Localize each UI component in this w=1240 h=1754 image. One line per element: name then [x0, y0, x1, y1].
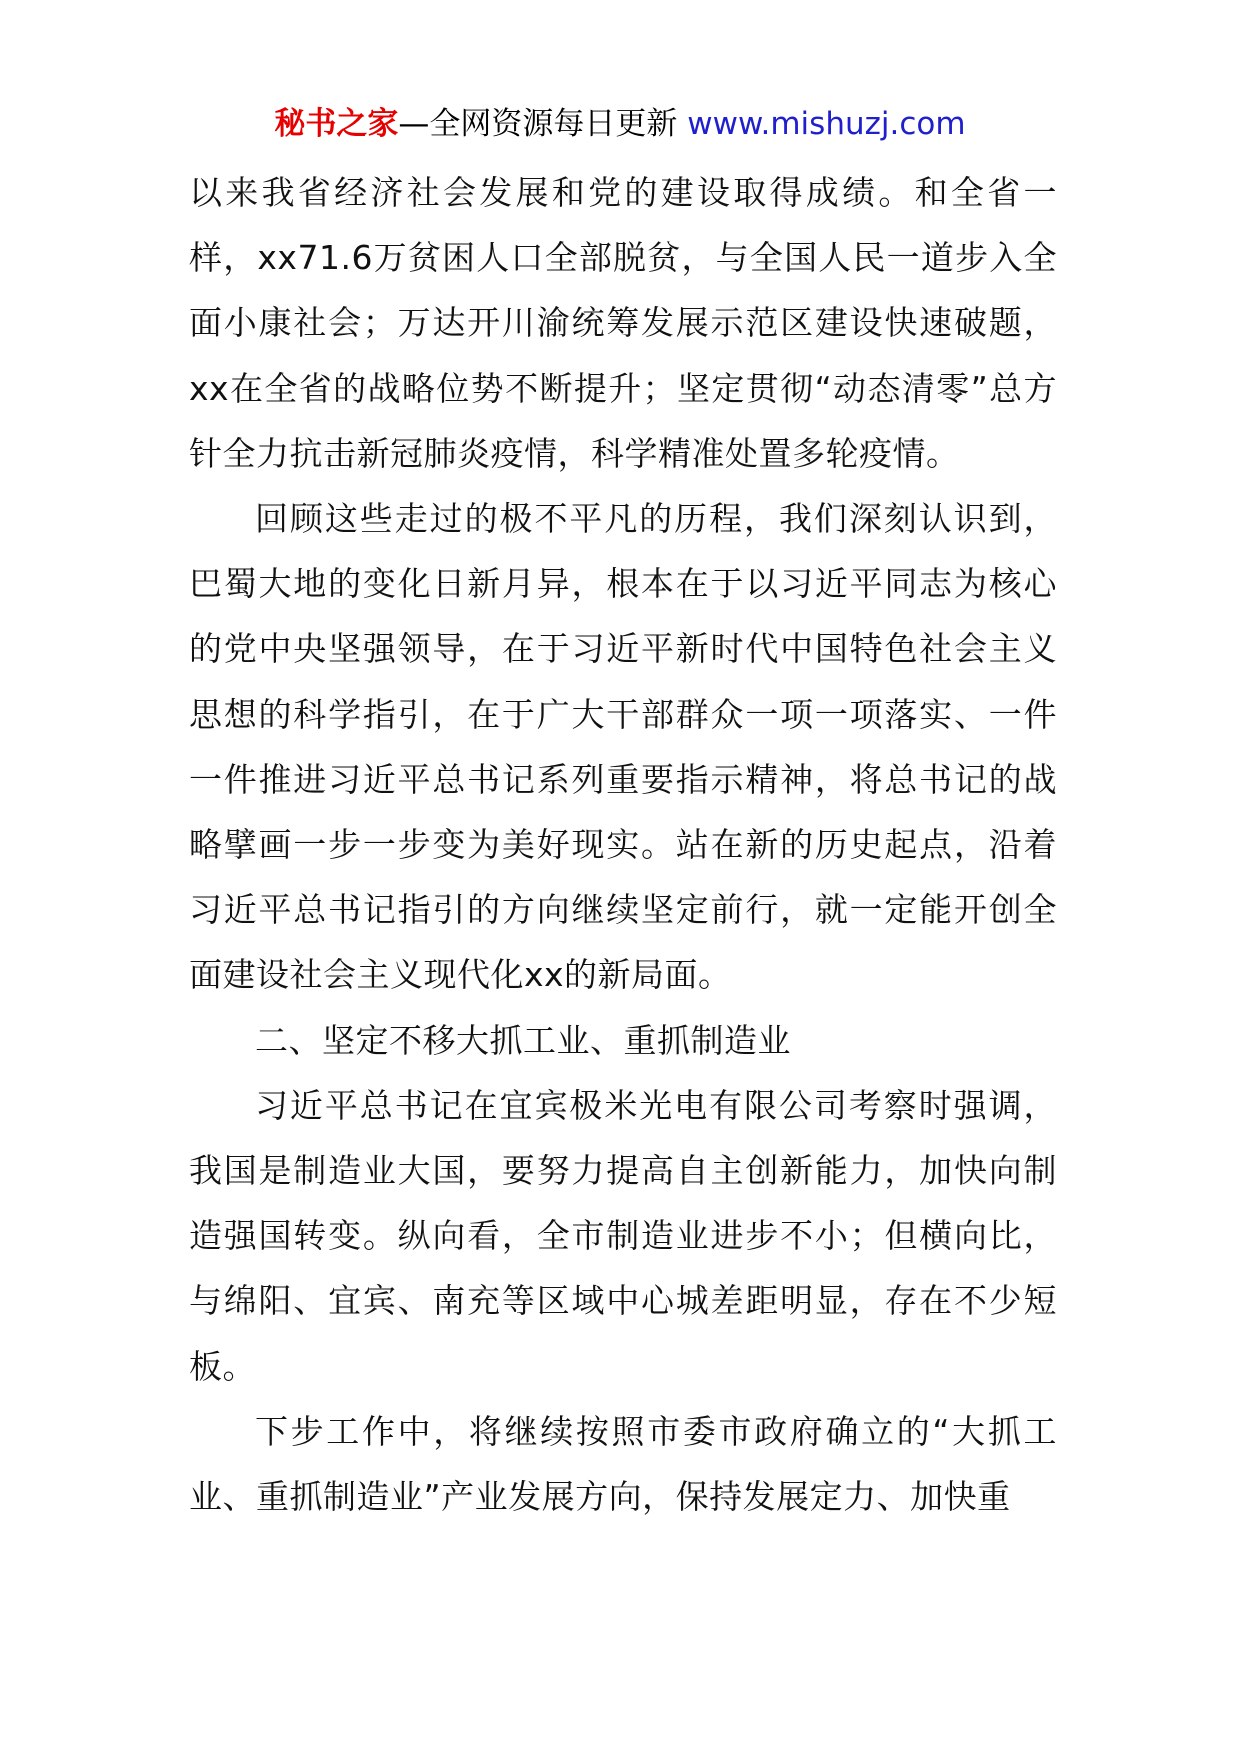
website-link[interactable]: www.mishuzj.com	[687, 106, 966, 142]
paragraph: 习近平总书记在宜宾极米光电有限公司考察时强调，我国是制造业大国，要努力提高自主创新能力，加快向制造强国转变。纵向看，全市制造业进步不小；但横向比，与绵阳、宜宾、南充等区域中心城差距明显，存在不少短板。	[189, 1085, 1057, 1386]
document-body	[189, 160, 1057, 1529]
paragraph: 下步工作中，将继续按照市委市政府确立的“大抓工业、重抓制造业”产业发展方向，保持发展定力、加快重	[189, 1411, 1057, 1517]
header-tagline: —全网资源每日更新	[398, 106, 678, 142]
paragraph: 回顾这些走过的极不平凡的历程，我们深刻认识到，巴蜀大地的变化日新月异，根本在于以习近平同志为核心的党中央坚强领导，在于习近平新时代中国特色社会主义思想的科学指引，在于广大干部群众一项一项落实、一件一件推进习近平总书记系列重要指示精神，将总书记的战略擘画一步一步变为美好现实。站在新的历史起点，沿着习近平总书记指引的方向继续坚定前行，就一定能开创全面建设社会主义现代化xx的新局面。	[189, 499, 1057, 995]
paragraph-continuation: 以来我省经济社会发展和党的建设取得成绩。和全省一样，xx71.6万贫困人口全部脱贫，与全国人民一道步入全面小康社会；万达开川渝统筹发展示范区建设快速破题，xx在全省的战略位势不断提升；坚定贯彻“动态清零”总方针全力抗击新冠肺炎疫情，科学精准处置多轮疫情。	[189, 173, 1057, 473]
page-header	[0, 100, 1240, 148]
brand-name: 秘书之家	[274, 106, 399, 142]
section-heading: 二、坚定不移大抓工业、重抓制造业	[255, 1020, 791, 1060]
